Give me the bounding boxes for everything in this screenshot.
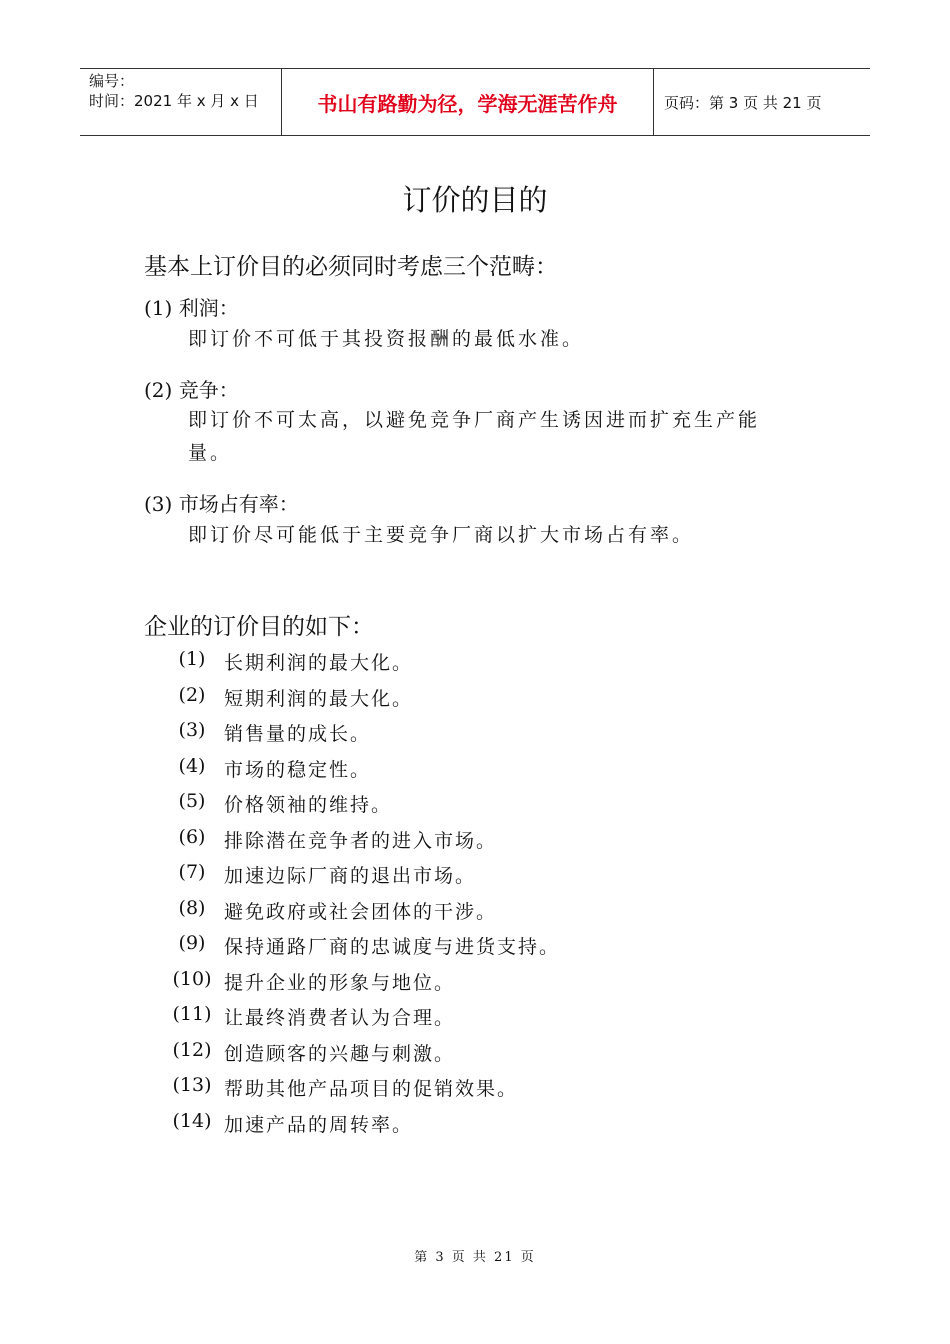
list-item-text: 提升企业的形象与地位。 <box>224 971 456 994</box>
header-page-info: 页码：第 3 页 共 21 页 <box>664 93 822 112</box>
category-description: 即订价尽可能低于主要竞争厂商以扩大市场占有率。 <box>188 524 695 546</box>
list-item <box>160 755 371 782</box>
list-item-number: (4) <box>178 754 206 777</box>
list-item-number: (12) <box>172 1038 212 1061</box>
intro-text: 基本上订价目的必须同时考虑三个范畴： <box>144 254 558 280</box>
goals-intro: 企业的订价目的如下： <box>144 614 374 640</box>
category-heading: (3) 市场占有率： <box>144 492 299 516</box>
list-item <box>160 826 497 853</box>
list-item <box>160 684 413 711</box>
list-item-text: 短期利润的最大化。 <box>224 687 414 710</box>
header-meta <box>80 69 282 135</box>
list-item-text: 排除潜在竞争者的进入市场。 <box>224 829 498 852</box>
list-item-number: (1) <box>178 648 206 670</box>
list-item-text: 价格领袖的维持。 <box>224 794 393 816</box>
list-item-text: 销售量的成长。 <box>224 723 372 745</box>
list-item-number: (8) <box>178 896 206 919</box>
list-item-text: 让最终消费者认为合理。 <box>224 1007 456 1029</box>
category-description: 即订价不可太高，以避免竞争厂商产生诱因进而扩充生产能量。 <box>188 409 761 464</box>
list-item-number: (5) <box>178 790 206 812</box>
list-item <box>160 861 476 888</box>
category-description: 即订价不可低于其投资报酬的最低水准。 <box>188 328 585 350</box>
list-item <box>160 897 497 924</box>
list-item-number: (2) <box>178 683 206 706</box>
list-item <box>160 1039 455 1066</box>
page-footer: 第 3 页 共 21 页 <box>414 1250 536 1265</box>
list-item-text: 创造顾客的兴趣与刺激。 <box>224 1042 456 1065</box>
list-item-text: 市场的稳定性。 <box>224 758 372 781</box>
time-label: 时间：2021 年 x 月 x 日 <box>89 92 259 110</box>
header-motto: 书山有路勤为径，学海无涯苦作舟 <box>317 91 618 116</box>
list-item-number: (9) <box>178 932 206 954</box>
list-item-number: (13) <box>172 1074 212 1096</box>
list-item <box>160 968 455 995</box>
list-item-number: (3) <box>178 719 206 741</box>
list-item-number: (10) <box>172 967 212 990</box>
list-item-number: (11) <box>172 1003 212 1025</box>
list-item <box>160 932 560 959</box>
list-item-number: (14) <box>172 1109 212 1132</box>
list-item <box>160 648 413 675</box>
category-heading: (1) 利润： <box>144 296 239 320</box>
list-item <box>160 719 371 746</box>
number-label: 编号： <box>89 72 135 90</box>
header-motto-cell <box>282 69 654 135</box>
list-item-text: 长期利润的最大化。 <box>224 652 414 674</box>
list-item <box>160 1110 413 1137</box>
category-heading: (2) 竞争： <box>144 378 239 402</box>
list-item-text: 加速边际厂商的退出市场。 <box>224 865 477 887</box>
list-item-text: 帮助其他产品项目的促销效果。 <box>224 1078 519 1100</box>
header-table <box>80 68 870 136</box>
page-title: 订价的目的 <box>402 183 548 217</box>
list-item-text: 加速产品的周转率。 <box>224 1113 414 1136</box>
list-item <box>160 790 392 817</box>
list-item-number: (7) <box>178 861 206 883</box>
list-item <box>160 1074 518 1101</box>
list-item <box>160 1003 455 1030</box>
list-item-number: (6) <box>178 825 206 848</box>
list-item-text: 保持通路厂商的忠诚度与进货支持。 <box>224 936 561 958</box>
list-item-text: 避免政府或社会团体的干涉。 <box>224 900 498 923</box>
